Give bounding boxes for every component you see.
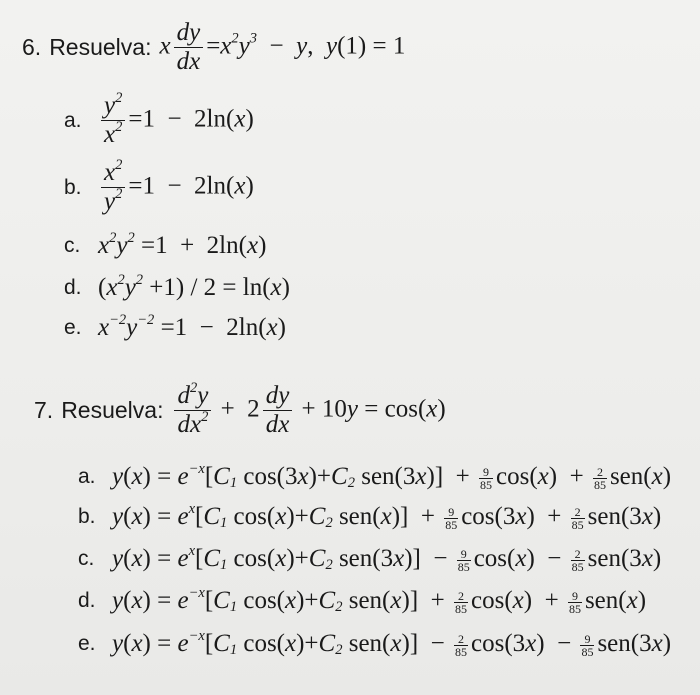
option-expression: $y(x) = e^{-x}[C_1$ $\cos(x)+C_2$ sen(x)] − $\frac{2}{85}$ cos(3x) − $\frac{9}{85}$ sen(3x): [112, 628, 672, 659]
option-label: b.: [78, 505, 96, 528]
option-expression: $y(x) = e^{-x}[C_1$ $\cos(3x)+C_2$ sen(3x)] + $\frac{9}{85}$ cos(x) + $\frac{2}{85}$ sen(x): [112, 461, 672, 492]
option-expression: $x^2y^2 =1 + 2\ln(x)$: [98, 230, 267, 259]
question-7-option-a[interactable]: [78, 463, 671, 491]
question-7-option-d[interactable]: [78, 587, 646, 615]
option-expression: $y(x) = e^{-x}[C_1$ $\cos(x)+C_2$ sen(x)] + $\frac{2}{85}$ cos(x) + $\frac{9}{85}$ sen(x): [112, 585, 647, 616]
option-label: a.: [78, 465, 96, 488]
option-expression: $(x^2y^2 +1) / 2 = \ln(x)$: [98, 272, 290, 301]
question-6-equation: x $\frac{dy}{dx}$ $=x^2y^3 - y$, y(1) = 1: [159, 19, 406, 76]
option-label: c.: [64, 234, 81, 257]
question-6-option-a[interactable]: [64, 90, 254, 149]
question-6-prompt: Resuelva:: [49, 34, 152, 61]
question-7-number: 7.: [34, 397, 54, 424]
option-label: c.: [78, 547, 95, 570]
question-6-option-e[interactable]: [64, 314, 286, 342]
question-6-option-c[interactable]: [64, 232, 266, 260]
question-7-option-c[interactable]: [78, 545, 661, 573]
option-label: e.: [64, 316, 82, 339]
option-expression: $y(x) = e^x[C_1$ $\cos(x)+C_2$ sen(x)] + $\frac{9}{85}$ cos(3x) + $\frac{2}{85}$ sen(3x): [112, 501, 662, 532]
question-7-option-b[interactable]: [78, 503, 661, 531]
option-label: e.: [78, 632, 96, 655]
question-7-statement: [34, 380, 446, 439]
question-6-number: 6.: [22, 34, 42, 61]
question-6-statement: [22, 20, 405, 76]
question-7-prompt: Resuelva:: [61, 397, 164, 424]
option-label: d.: [64, 276, 82, 299]
question-6-option-d[interactable]: [64, 274, 290, 302]
option-expression: $\frac{y^2}{x^2}$ =1 − 2ln(x): [98, 93, 254, 149]
option-expression: $\frac{x^2}{y^2}$ =1 − 2ln(x): [98, 160, 254, 216]
question-7-equation: $\frac{d^2y}{dx^2}$ + 2 $\frac{dy}{dx}$ + 10y = cos(x): [171, 383, 445, 439]
option-label: d.: [78, 589, 96, 612]
option-label: b.: [64, 175, 82, 199]
question-7-option-e[interactable]: [78, 630, 671, 658]
option-label: a.: [64, 108, 82, 132]
option-expression: $x^{-2}y^{-2} =1 - 2\ln(x)$: [98, 312, 286, 341]
option-expression: $y(x) = e^x[C_1$ $\cos(x)+C_2$ sen(3x)] − $\frac{9}{85}$ cos(x) − $\frac{2}{85}$ sen(3x): [112, 543, 662, 574]
question-6-option-b[interactable]: [64, 157, 254, 216]
